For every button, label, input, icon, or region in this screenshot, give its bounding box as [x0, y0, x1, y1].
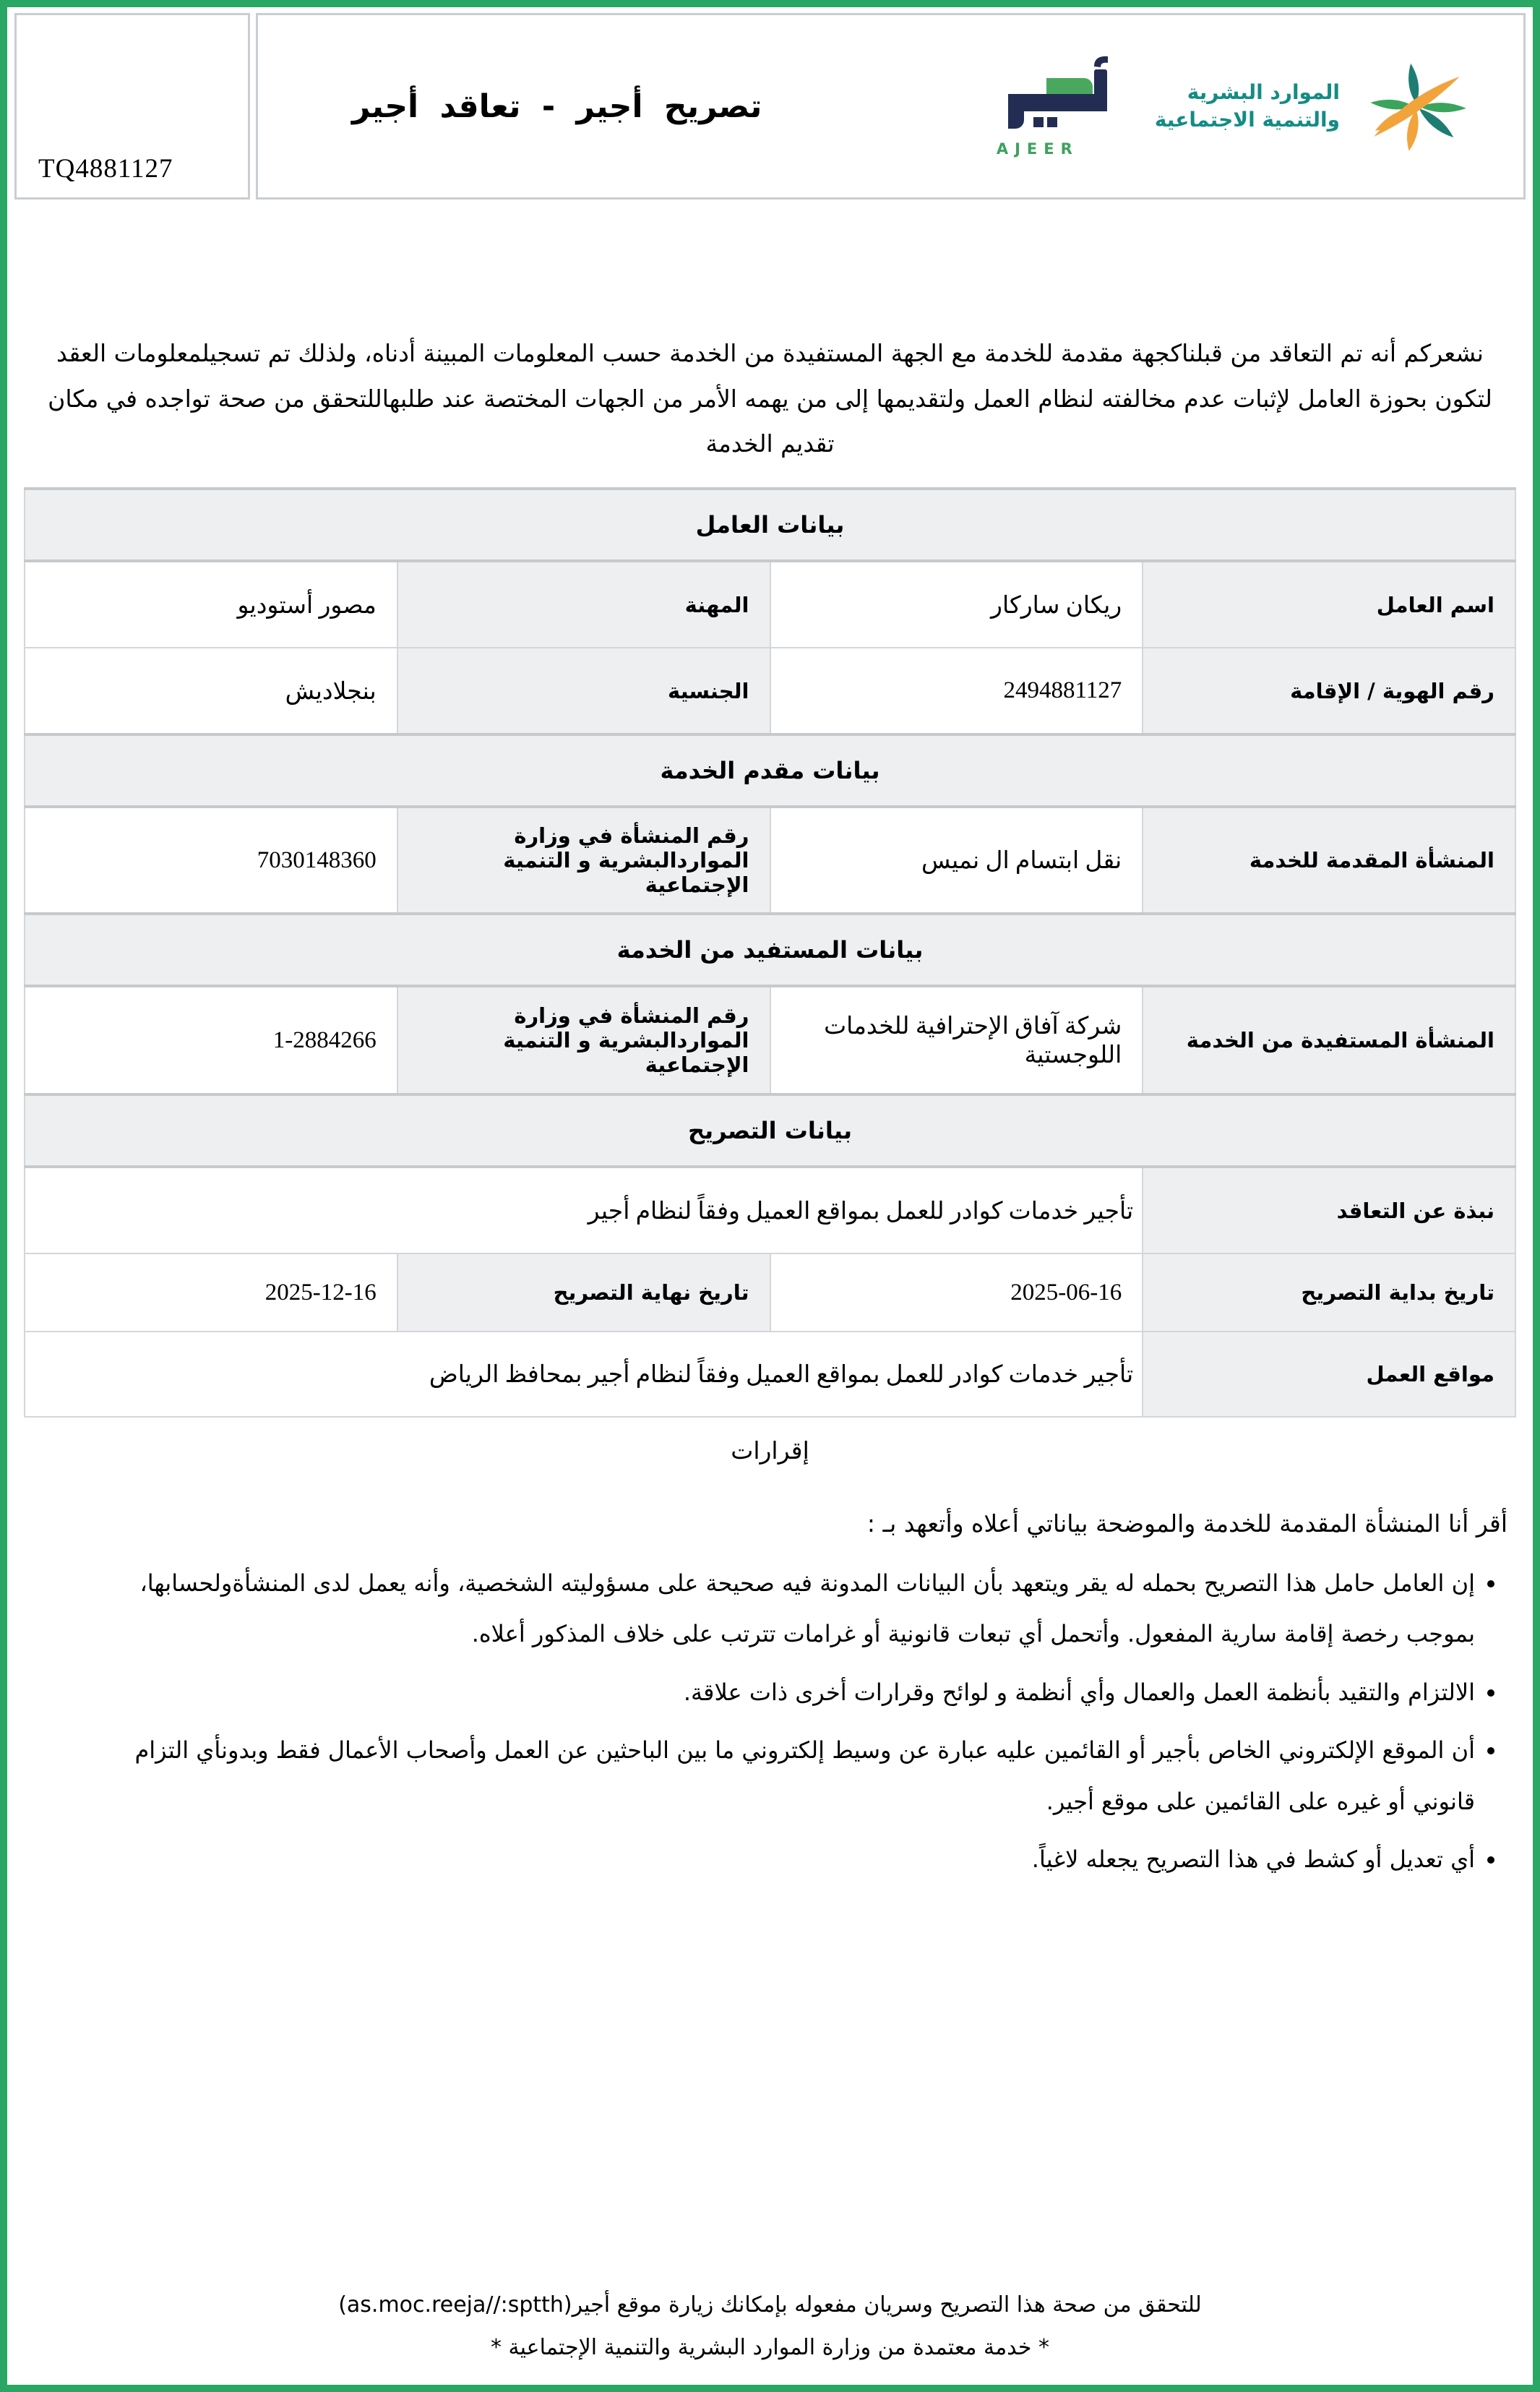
logos — [992, 40, 1484, 173]
provider-number-value: 7030148360 — [25, 807, 397, 914]
beneficiary-number-value: 1-2884266 — [25, 986, 397, 1094]
worker-id-label: رقم الهوية / الإقامة — [1143, 648, 1515, 734]
permit-number-box — [14, 13, 250, 200]
ministry-logo-line1: الموارد البشرية — [1187, 80, 1340, 105]
table-row — [25, 986, 1515, 1094]
header — [14, 13, 1526, 200]
approved-line: * خدمة معتمدة من وزارة الموارد البشرية والتنمية الإجتماعية * — [491, 2334, 1049, 2360]
provider-number-label: رقم المنشأة في وزارة المواردالبشرية و التنمية الإجتماعية — [397, 807, 770, 914]
declarations-intro: أقر أنا المنشأة المقدمة للخدمة والموضحة بياناتي أعلاه وأتعهد بـ : — [866, 1509, 1507, 1538]
ministry-logo-line2: والتنمية الاجتماعية — [1154, 108, 1340, 132]
verify-url: (as.moc.reeja//:sptth) — [338, 2292, 572, 2318]
ajeer-logo-icon — [992, 55, 1115, 134]
worker-name-value: ريكان ساركار — [770, 561, 1143, 648]
contract-summary-label: نبذة عن التعاقد — [1143, 1167, 1515, 1253]
profession-value: مصور أستوديو — [25, 561, 397, 648]
start-date-value: 2025-06-16 — [770, 1253, 1143, 1332]
work-locations-label: مواقع العمل — [1143, 1332, 1515, 1417]
section-provider — [25, 734, 1515, 807]
declaration-item: • إن العامل حامل هذا التصريح بحمله له يقر ويتعهد بأن البيانات المدونة فيه صحيحة على مسؤوليته الشخصية، وأنه يعمل لدى المنشأةولحسابها، بموجب رخصة إقامة سارية المفعول. وأتحمل أي تبعات قانونية أو غرامات تترتب على خلاف المذكور أعلاه. — [94, 1558, 1475, 1660]
verify-line — [7, 2284, 1533, 2327]
section-beneficiary — [25, 914, 1515, 986]
declaration-item: • الالتزام والتقيد بأنظمة العمل والعمال وأي أنظمة و لوائح وقرارات أخرى ذات علاقة. — [94, 1667, 1475, 1718]
nationality-value: بنجلاديش — [25, 648, 397, 734]
contract-summary-value: تأجير خدمات كوادر للعمل بمواقع العميل وفقاً لنظام أجير — [25, 1167, 1143, 1253]
end-date-label: تاريخ نهاية التصريح — [397, 1253, 770, 1332]
table-row — [25, 1253, 1515, 1332]
intro-paragraph: نشعركم أنه تم التعاقد من قبلناكجهة مقدمة للخدمة مع الجهة المستفيدة من الخدمة حسب المعلومات المبينة أدناه، ولذلك تم تسجيلمعلومات العقد لتكون بحوزة العامل لإثبات عدم مخالفته لنظام العمل ولتقديمها إلى من يهمه الأمر من الجهات المختصة عند طلبهاللتحقق من صحة تواجده في مكان تقديم الخدمة — [48, 339, 1492, 458]
declarations-title: إقرارات — [731, 1436, 809, 1465]
beneficiary-name-value: شركة آفاق الإحترافية للخدمات اللوجستية — [770, 986, 1143, 1094]
ministry-logo — [1155, 40, 1484, 173]
declaration-item: • أن الموقع الإلكتروني الخاص بأجير أو القائمين عليه عبارة عن وسيط إلكتروني ما بين الباحثين عن العمل وأصحاب الأعمال فقط وبدونأي التزام قانوني أو غيره على القائمين على موقع أجير. — [94, 1725, 1475, 1827]
nationality-label: الجنسية — [397, 648, 770, 734]
permit-number: TQ4881127 — [38, 154, 173, 184]
provider-name-label: المنشأة المقدمة للخدمة — [1143, 807, 1515, 914]
table-row — [25, 648, 1515, 734]
section-provider-title: بيانات مقدم الخدمة — [25, 734, 1515, 807]
table-row — [25, 561, 1515, 648]
ministry-logo-text — [1155, 79, 1340, 134]
beneficiary-number-label: رقم المنشأة في وزارة المواردالبشرية و التنمية الإجتماعية — [397, 986, 770, 1094]
verify-text: للتحقق من صحة هذا التصريح وسريان مفعوله بإمكانك زيارة موقع أجير — [572, 2292, 1202, 2318]
table-row — [25, 1167, 1515, 1253]
end-date-value: 2025-12-16 — [25, 1253, 397, 1332]
work-locations-value: تأجير خدمات كوادر للعمل بمواقع العميل وفقاً لنظام أجير بمحافظ الرياض — [25, 1332, 1143, 1417]
start-date-label: تاريخ بداية التصريح — [1143, 1253, 1515, 1332]
profession-label: المهنة — [397, 561, 770, 648]
section-worker — [25, 489, 1515, 561]
worker-name-label: اسم العامل — [1143, 561, 1515, 648]
section-permit-title: بيانات التصريح — [25, 1094, 1515, 1167]
table-row — [25, 1332, 1515, 1417]
section-permit — [25, 1094, 1515, 1167]
page-title: تصريح أجير - تعاقد أجير — [352, 87, 762, 125]
ministry-palm-icon — [1350, 40, 1484, 173]
section-worker-title: بيانات العامل — [25, 489, 1515, 561]
ajeer-logo-caption: AJEER — [996, 140, 1079, 158]
provider-name-value: نقل ابتسام ال نميس — [770, 807, 1143, 914]
declaration-item: • أي تعديل أو كشط في هذا التصريح يجعله لاغياً. — [94, 1834, 1475, 1885]
title-logo-box — [256, 13, 1526, 200]
permit-table — [24, 487, 1516, 1418]
table-row — [25, 807, 1515, 914]
beneficiary-name-label: المنشأة المستفيدة من الخدمة — [1143, 986, 1515, 1094]
footer — [7, 2284, 1533, 2369]
declarations-list — [94, 1558, 1475, 1885]
ajeer-logo — [992, 55, 1115, 158]
worker-id-value: 2494881127 — [770, 648, 1143, 734]
section-beneficiary-title: بيانات المستفيد من الخدمة — [25, 914, 1515, 986]
